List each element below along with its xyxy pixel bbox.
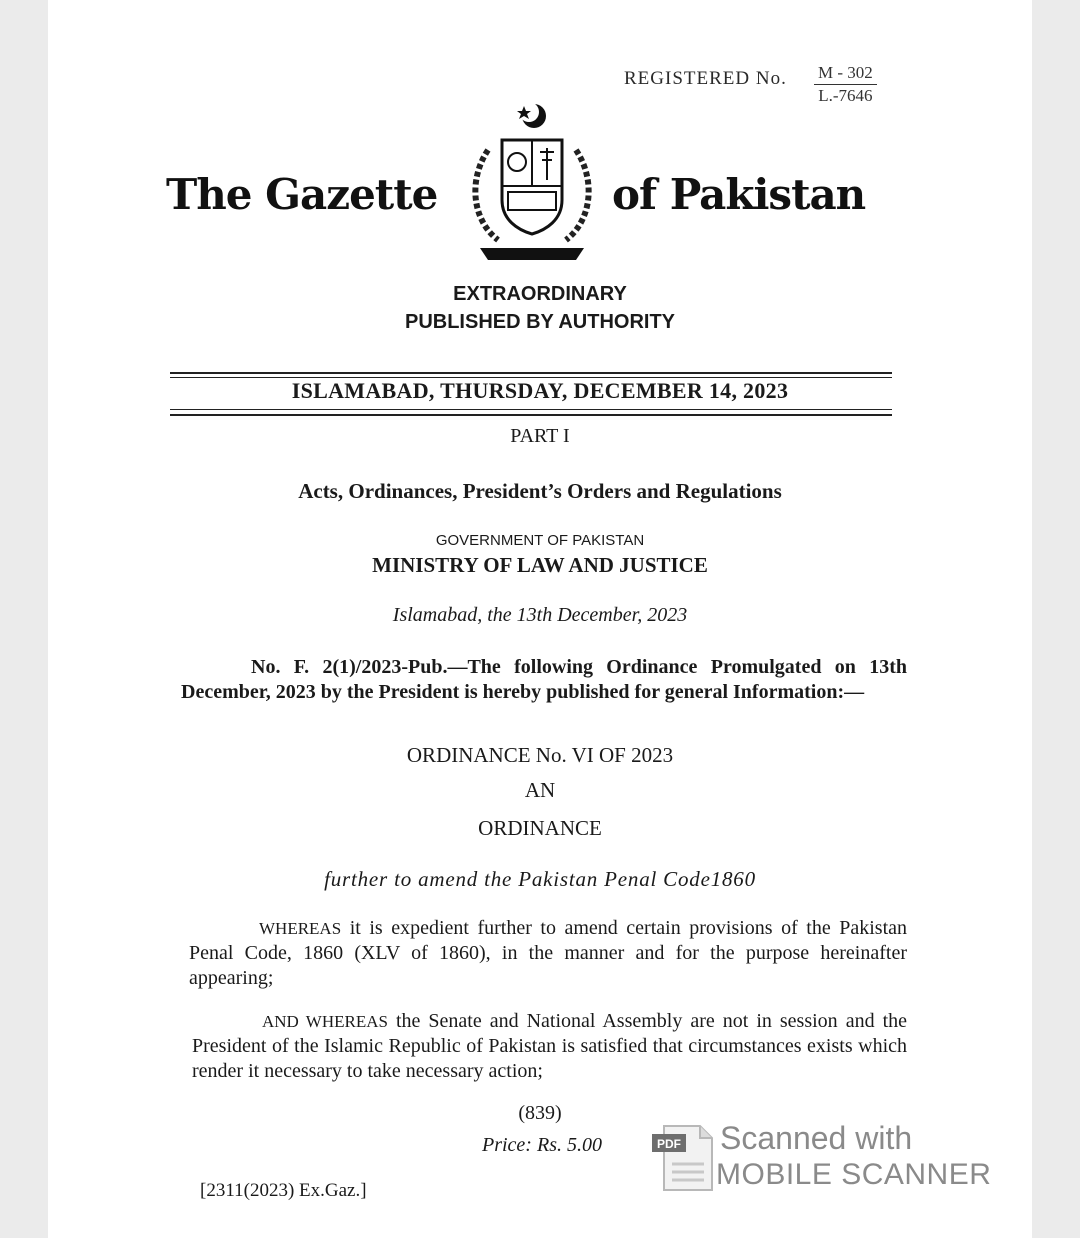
- footer-code: [2311(2023) Ex.Gaz.]: [200, 1180, 367, 1201]
- header-extraordinary: EXTRAORDINARY: [453, 283, 627, 305]
- place-date: Islamabad, the 13th December, 2023: [392, 604, 688, 626]
- section-title: Acts, Ordinances, President’s Orders and Regulations: [298, 479, 782, 503]
- dateline: ISLAMABAD, THURSDAY, DECEMBER 14, 2023: [291, 378, 789, 403]
- registered-label: REGISTERED No.: [624, 68, 787, 89]
- whereas-text: it is expedient further to amend certain provisions of the Pakistan Penal Code, 1860 (XLV of 1860), in the manner and for the purpose hereinafter appearing;: [189, 917, 907, 989]
- page-number: (839): [518, 1102, 562, 1124]
- notification-paragraph: No. F. 2(1)/2023-Pub.—The following Ordinance Promulgated on 13th December, 2023 by the President is hereby published for general Information:—: [181, 656, 907, 703]
- pdf-document-icon: [650, 1124, 716, 1192]
- header-published-by-authority: PUBLISHED BY AUTHORITY: [404, 311, 676, 333]
- price: Price: Rs. 5.00: [482, 1134, 602, 1156]
- whereas-paragraph-1: [189, 916, 907, 991]
- masthead-left: The Gazette: [166, 170, 438, 219]
- and-whereas-text: the Senate and National Assembly are not in session and the President of the Islamic Republic of Pakistan is satisfied that circumstances exists which render it necessary to take necessary action;: [192, 1010, 908, 1082]
- gazette-page: [48, 0, 1032, 1238]
- watermark-line2: MOBILE SCANNER: [716, 1158, 992, 1191]
- part-heading: PART I: [510, 425, 570, 447]
- top-rule: [170, 372, 892, 374]
- whereas-paragraph-2: [192, 1009, 907, 1084]
- watermark-line1: Scanned with: [720, 1120, 913, 1156]
- ordinance-word: ORDINANCE: [478, 816, 602, 840]
- masthead-right: of Pakistan: [612, 170, 866, 219]
- bottom-rule: [170, 414, 892, 416]
- ordinance-an: AN: [524, 778, 556, 802]
- ordinance-title: ORDINANCE No. VI OF 2023: [406, 743, 674, 767]
- whereas-lead: WHEREAS: [259, 919, 342, 938]
- ordinance-purpose: further to amend the Pakistan Penal Code1860: [324, 867, 756, 891]
- registered-number-top: M - 302: [814, 62, 877, 85]
- government-label: GOVERNMENT OF PAKISTAN: [435, 532, 645, 549]
- and-whereas-lead: AND WHEREAS: [262, 1012, 388, 1031]
- state-emblem-icon: [458, 100, 606, 270]
- registered-number: [814, 62, 877, 107]
- ministry-name: MINISTRY OF LAW AND JUSTICE: [372, 553, 708, 577]
- bottom-rule-thin: [170, 409, 892, 410]
- pdf-badge-text: PDF: [657, 1137, 681, 1151]
- registered-number-bottom: L.-7646: [818, 86, 873, 105]
